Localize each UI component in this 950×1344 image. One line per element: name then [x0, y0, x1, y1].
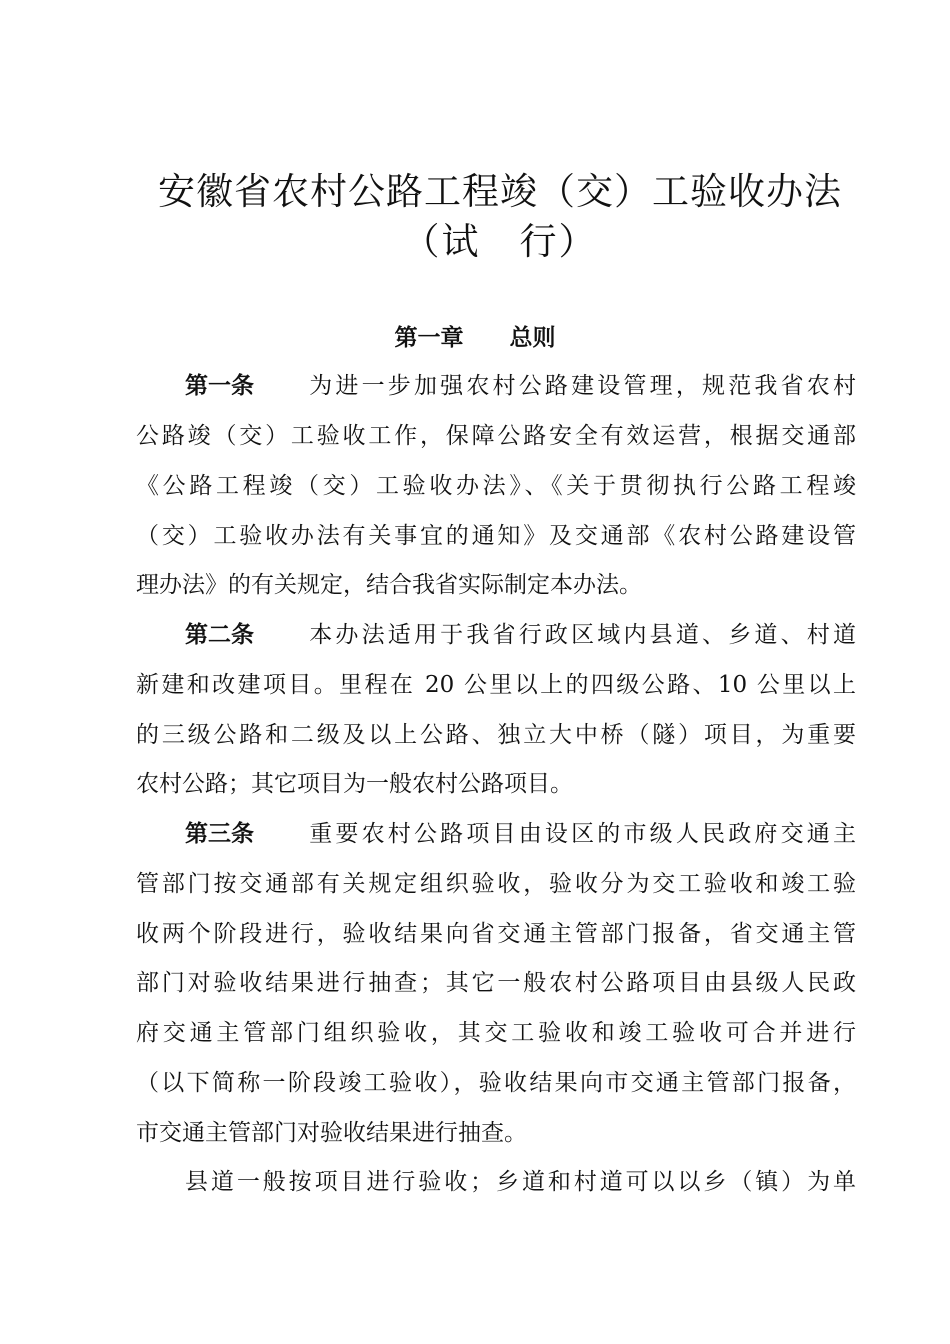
article-3-line: 市交通主管部门对验收结果进行抽查。 [136, 1120, 527, 1146]
paragraph-continuation: 县道一般按项目进行验收；乡道和村道可以以乡（镇）为单 [185, 1169, 856, 1195]
document-title: 安徽省农村公路工程竣（交）工验收办法 [158, 170, 842, 213]
article-3-text: 重要农村公路项目由设区的市级人民政府交通主 [306, 821, 856, 847]
article-3-line: （以下简称一阶段竣工验收），验收结果向市交通主管部门报备， [136, 1070, 856, 1096]
article-2-line: 农村公路；其它项目为一般农村公路项目。 [136, 771, 573, 797]
article-1-heading: 第一条 [185, 373, 254, 399]
article-2-text: 本办法适用于我省行政区域内县道、乡道、村道 [306, 622, 856, 648]
article-1-line: 《公路工程竣（交）工验收办法》、《关于贯彻执行公路工程竣 [136, 473, 856, 499]
article-2-first-line [185, 619, 856, 651]
article-3-line: 部门对验收结果进行抽查；其它一般农村公路项目由县级人民政 [136, 970, 856, 996]
article-1-line: 公路竣（交）工验收工作，保障公路安全有效运营，根据交通部 [136, 423, 856, 449]
article-1-text: 为进一步加强农村公路建设管理，规范我省农村 [306, 373, 856, 399]
article-2-line: 的三级公路和二级及以上公路、独立大中桥（隧）项目，为重要 [136, 722, 856, 748]
article-1-line: （交）工验收办法有关事宜的通知》及交通部《农村公路建设管 [136, 523, 856, 549]
article-3-line: 收两个阶段进行，验收结果向省交通主管部门报备，省交通主管 [136, 921, 856, 947]
document-subtitle: （试 行） [402, 220, 598, 263]
article-3-first-line [185, 818, 856, 850]
article-2-line: 新建和改建项目。里程在 20 公里以上的四级公路、10 公里以上 [136, 672, 856, 698]
article-2-heading: 第二条 [185, 622, 254, 648]
article-1-line: 理办法》的有关规定，结合我省实际制定本办法。 [136, 572, 642, 598]
article-3-line: 府交通主管部门组织验收，其交工验收和竣工验收可合并进行 [136, 1020, 856, 1046]
chapter-heading: 第一章 总则 [394, 325, 556, 351]
article-3-line: 管部门按交通部有关规定组织验收，验收分为交工验收和竣工验 [136, 871, 856, 897]
article-3-heading: 第三条 [185, 821, 254, 847]
article-1-first-line [185, 370, 856, 402]
